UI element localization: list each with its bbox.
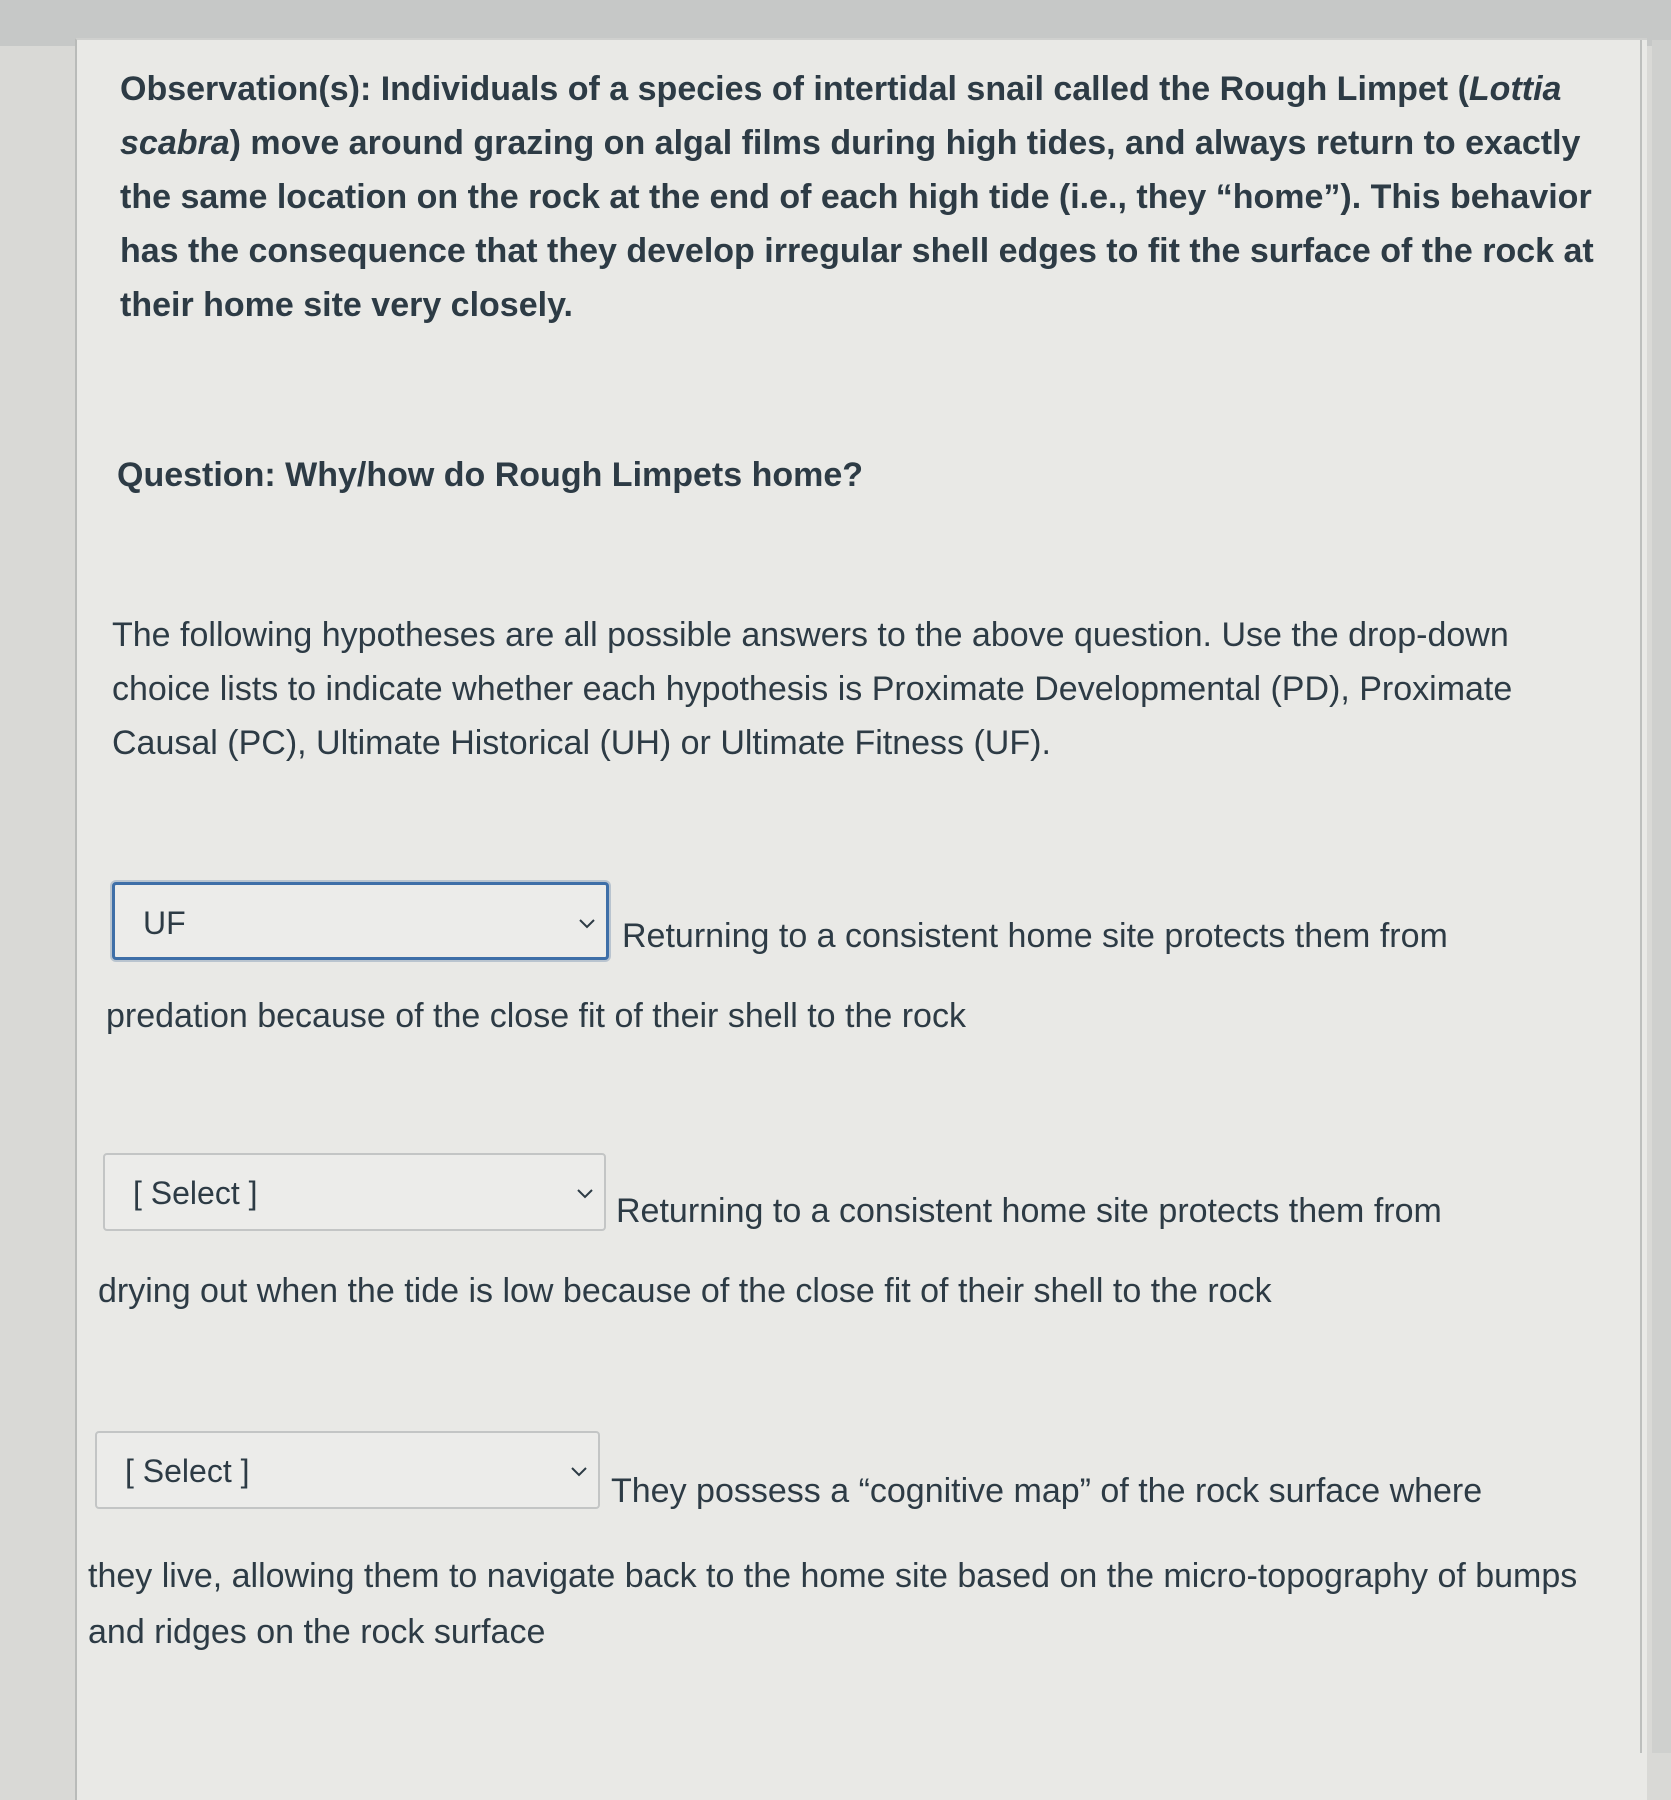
hypothesis-3-text-line2: they live, allowing them to navigate back to the home site based on the micro-topography of bumps and ridges on the rock surface (88, 1557, 1578, 1651)
chevron-down-icon (566, 1459, 592, 1485)
hypothesis-2-selected-value: [ Select ] (133, 1175, 258, 1211)
observation-label: Observation(s): (120, 70, 381, 108)
hypothesis-3-dropdown[interactable] (95, 1431, 600, 1509)
instructions-text: The following hypotheses are all possible answers to the above question. Use the drop-down choice lists to indicate whether each hypothesis is Proximate Developmental (PD), Proximate Causal (PC), Ultimate Historical (UH) or Ultimate Fitness (UF). (112, 616, 1513, 762)
page-scroll-gutter[interactable] (1652, 40, 1671, 1753)
question-heading: Question: Why/how do Rough Limpets home? (117, 456, 864, 494)
hypothesis-3-selected-value: [ Select ] (125, 1453, 250, 1489)
hypothesis-2-dropdown[interactable] (103, 1153, 606, 1231)
panel-right-border (1640, 40, 1642, 1753)
hypothesis-1-text-line1: Returning to a consistent home site protects them from (622, 917, 1448, 955)
hypothesis-2-text-line1: Returning to a consistent home site protects them from (616, 1192, 1442, 1230)
hypothesis-3-text-line1: They possess a “cognitive map” of the rock surface where (611, 1472, 1483, 1510)
hypothesis-1-dropdown[interactable] (112, 882, 609, 960)
observation-text (120, 62, 1620, 332)
hypothesis-2-text-line2: drying out when the tide is low because of the close fit of their shell to the rock (98, 1272, 1272, 1310)
hypothesis-1-text-line2: predation because of the close fit of their shell to the rock (106, 997, 966, 1035)
chevron-down-icon (574, 911, 600, 937)
observation-body-start: Individuals of a species of intertidal snail called the Rough Limpet ( (380, 70, 1469, 108)
chevron-down-icon (572, 1181, 598, 1207)
species-name: Lottia scabra (120, 70, 1562, 162)
observation-body-end: ) move around grazing on algal films during high tides, and always return to exactly the same location on the rock at the end of each high tide (i.e., they “home”). This behavior has the consequence that they develop irregular shell edges to fit the surface of the rock at their home site very closely. (120, 124, 1594, 324)
hypothesis-1-selected-value: UF (143, 905, 186, 941)
